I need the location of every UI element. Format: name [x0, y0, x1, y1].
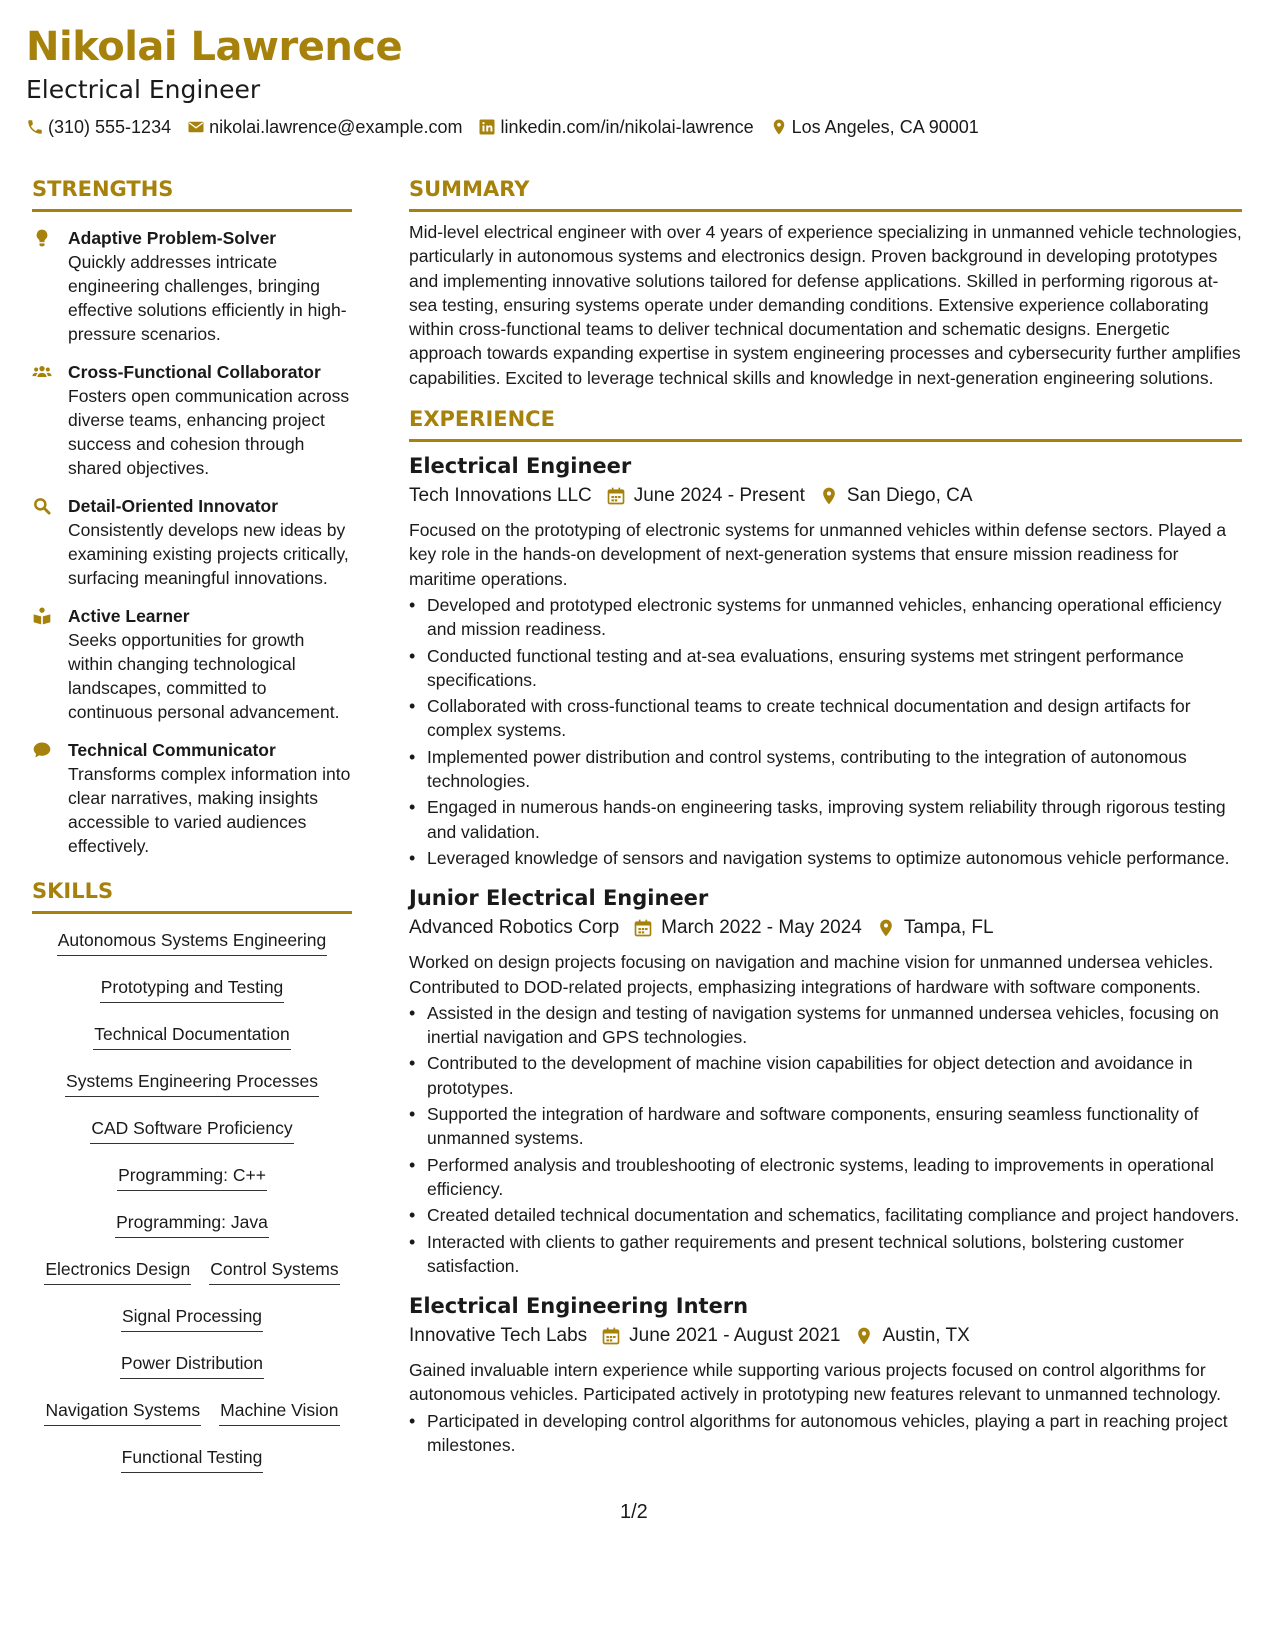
- company-name: Advanced Robotics Corp: [409, 917, 620, 939]
- lightbulb-icon: [32, 235, 52, 252]
- job-description: Focused on the prototyping of electronic systems for unmanned vehicles within defense sectors. Played a key role in the hands-on development of next-generation systems that ensure mission readiness for maritime operations.: [409, 520, 1227, 589]
- strength-desc: Quickly addresses intricate engineering challenges, bringing effective solutions efficiently in high-pressure scenarios.: [68, 252, 347, 344]
- strength-desc: Consistently develops new ideas by examining existing projects critically, surfacing meaningful innovations.: [68, 520, 349, 588]
- strength-desc: Fosters open communication across diverse teams, enhancing project success and cohesion through shared objectives.: [68, 386, 350, 478]
- bullet-item: • Contributed to the development of machine vision capabilities for object detection and avoidance in prototypes.: [409, 1051, 1242, 1100]
- strength-item: [32, 604, 352, 724]
- job-location: San Diego, CA: [846, 485, 973, 507]
- contact-phone: [26, 115, 171, 139]
- bullet-item: • Participated in developing control algorithms for autonomous vehicles, playing a part in reaching project milestones.: [409, 1409, 1242, 1458]
- bullet-item: • Performed analysis and troubleshooting of electronic systems, leading to improvements in operational efficiency.: [409, 1153, 1242, 1202]
- job-dates: June 2024 - Present: [633, 485, 805, 507]
- bullet-item: • Collaborated with cross-functional teams to create technical documentation and design artifacts for complex systems.: [409, 694, 1242, 743]
- skills-section: [32, 878, 352, 1488]
- contact-linkedin: [478, 115, 753, 139]
- section-divider: [409, 439, 1242, 442]
- skill-tag: Prototyping and Testing: [100, 975, 285, 1003]
- section-divider: [32, 209, 352, 212]
- job-meta: [409, 483, 1242, 509]
- contact-location: [770, 115, 979, 139]
- search-icon: [32, 503, 52, 520]
- skill-tag: Signal Processing: [121, 1304, 263, 1332]
- bullet-item: • Leveraged knowledge of sensors and navigation systems to optimize autonomous vehicle performance.: [409, 846, 1242, 870]
- phone-icon: [26, 118, 44, 136]
- strength-name: Technical Communicator: [68, 740, 276, 760]
- email-text[interactable]: nikolai.lawrence@example.com: [209, 117, 463, 137]
- strength-item: [32, 226, 352, 346]
- strength-desc: Transforms complex information into clear narratives, making insights accessible to varied audiences effectively.: [68, 764, 351, 856]
- section-divider: [409, 209, 1242, 212]
- job-entry: [409, 1292, 1242, 1457]
- strength-name: Cross-Functional Collaborator: [68, 362, 321, 382]
- skill-tag: Functional Testing: [121, 1445, 264, 1473]
- bullet-item: • Interacted with clients to gather requirements and present technical solutions, bolstering customer satisfaction.: [409, 1230, 1242, 1279]
- summary-section: [409, 176, 1242, 390]
- calendar-icon: [601, 1326, 621, 1346]
- skill-tag: Technical Documentation: [93, 1022, 291, 1050]
- location-text: Los Angeles, CA 90001: [791, 117, 979, 137]
- bullet-item: • Supported the integration of hardware and software components, ensuring seamless functionality of unmanned systems.: [409, 1102, 1242, 1151]
- page-indicator: 1/2: [620, 1501, 648, 1523]
- map-pin-icon: [819, 486, 839, 506]
- experience-section: [409, 406, 1242, 1457]
- strength-name: Detail-Oriented Innovator: [68, 496, 279, 516]
- skills-list: [32, 924, 352, 1488]
- strength-item: [32, 738, 352, 858]
- job-description: Gained invaluable intern experience while supporting various projects focused on control algorithms for autonomous vehicles. Participated actively in prototyping new features relevant to unmanned technology.: [409, 1360, 1221, 1405]
- map-pin-icon: [770, 118, 788, 136]
- skills-heading: SKILLS: [32, 879, 114, 903]
- bullet-item: • Engaged in numerous hands-on engineering tasks, improving system reliability through rigorous testing and validation.: [409, 795, 1242, 844]
- bullet-item: • Created detailed technical documentation and schematics, facilitating compliance and project handovers.: [409, 1203, 1242, 1227]
- strength-desc: Seeks opportunities for growth within changing technological landscapes, committed to continuous personal advancement.: [68, 630, 340, 722]
- bullet-item: • Developed and prototyped electronic systems for unmanned vehicles, enhancing operational efficiency and mission readiness.: [409, 593, 1242, 642]
- speech-bubble-icon: [32, 747, 52, 764]
- strength-name: Adaptive Problem-Solver: [68, 228, 277, 248]
- strength-name: Active Learner: [68, 606, 190, 626]
- linkedin-icon: [478, 118, 496, 136]
- map-pin-icon: [876, 918, 896, 938]
- calendar-icon: [606, 486, 626, 506]
- job-bullets: [409, 1409, 1242, 1458]
- job-title: Electrical Engineer: [409, 454, 632, 479]
- company-name: Tech Innovations LLC: [409, 485, 592, 507]
- left-column: [32, 176, 352, 1488]
- skill-tag: Electronics Design: [44, 1257, 191, 1285]
- candidate-title: Electrical Engineer: [26, 75, 261, 104]
- skill-tag: Systems Engineering Processes: [65, 1069, 319, 1097]
- book-reader-icon: [32, 613, 52, 630]
- job-entry: [409, 452, 1242, 870]
- candidate-name: Nikolai Lawrence: [26, 24, 403, 70]
- contact-email: [187, 115, 462, 139]
- right-column: [409, 176, 1242, 1459]
- users-icon: [32, 369, 52, 386]
- summary-text: Mid-level electrical engineer with over 4 years of experience specializing in unmanned vehicle technologies, particularly in autonomous systems and electronics design. Proven background in developing prototypes and implementing innovative solutions tailored for defense applications. Skilled in performing rigorous at-sea testing, ensuring systems operate under demanding conditions. Extensive experience collaborating within cross-functional teams to deliver technical documentation and schematic designs. Energetic approach towards expanding expertise in system engineering processes and cybersecurity further amplifies capabilities. Excited to leverage technical skills and knowledge in next-generation engineering solutions.: [409, 222, 1242, 388]
- bullet-item: • Assisted in the design and testing of navigation systems for unmanned undersea vehicles, focusing on inertial navigation and GPS technologies.: [409, 1001, 1242, 1050]
- job-entry: [409, 884, 1242, 1278]
- job-title: Electrical Engineering Intern: [409, 1294, 749, 1319]
- skill-tag: Programming: Java: [115, 1210, 269, 1238]
- calendar-icon: [633, 918, 653, 938]
- job-bullets: [409, 1001, 1242, 1278]
- summary-heading: SUMMARY: [409, 177, 530, 201]
- section-divider: [32, 911, 352, 914]
- job-dates: March 2022 - May 2024: [661, 917, 862, 939]
- skill-tag: Control Systems: [209, 1257, 339, 1285]
- map-pin-icon: [854, 1326, 874, 1346]
- job-bullets: [409, 593, 1242, 870]
- skill-tag: Power Distribution: [120, 1351, 264, 1379]
- strengths-section: [32, 176, 352, 858]
- company-name: Innovative Tech Labs: [409, 1325, 588, 1347]
- phone-text[interactable]: (310) 555-1234: [48, 117, 172, 137]
- experience-heading: EXPERIENCE: [409, 407, 555, 432]
- job-meta: [409, 1323, 1242, 1349]
- job-dates: June 2021 - August 2021: [629, 1325, 841, 1347]
- skill-tag: Machine Vision: [219, 1398, 339, 1426]
- skill-tag: CAD Software Proficiency: [90, 1116, 293, 1144]
- skill-tag: Programming: C++: [117, 1163, 267, 1191]
- job-title: Junior Electrical Engineer: [409, 886, 709, 911]
- job-meta: [409, 915, 1242, 941]
- resume-header: [26, 22, 1246, 139]
- strength-item: [32, 360, 352, 480]
- job-location: Austin, TX: [882, 1325, 970, 1347]
- bullet-item: • Implemented power distribution and control systems, contributing to the integration of autonomous technologies.: [409, 745, 1242, 794]
- skill-tag: Navigation Systems: [44, 1398, 201, 1426]
- contact-bar: [26, 115, 1246, 139]
- linkedin-text[interactable]: linkedin.com/in/nikolai-lawrence: [500, 117, 754, 137]
- strengths-heading: STRENGTHS: [32, 177, 174, 201]
- job-description: Worked on design projects focusing on navigation and machine vision for unmanned undersea vehicles. Contributed to DOD-related projects, emphasizing integrations of hardware with software components.: [409, 952, 1214, 997]
- strength-item: [32, 494, 352, 590]
- envelope-icon: [187, 118, 205, 136]
- bullet-item: • Conducted functional testing and at-sea evaluations, ensuring systems met stringent performance specifications.: [409, 644, 1242, 693]
- job-location: Tampa, FL: [903, 917, 994, 939]
- skill-tag: Autonomous Systems Engineering: [57, 928, 327, 956]
